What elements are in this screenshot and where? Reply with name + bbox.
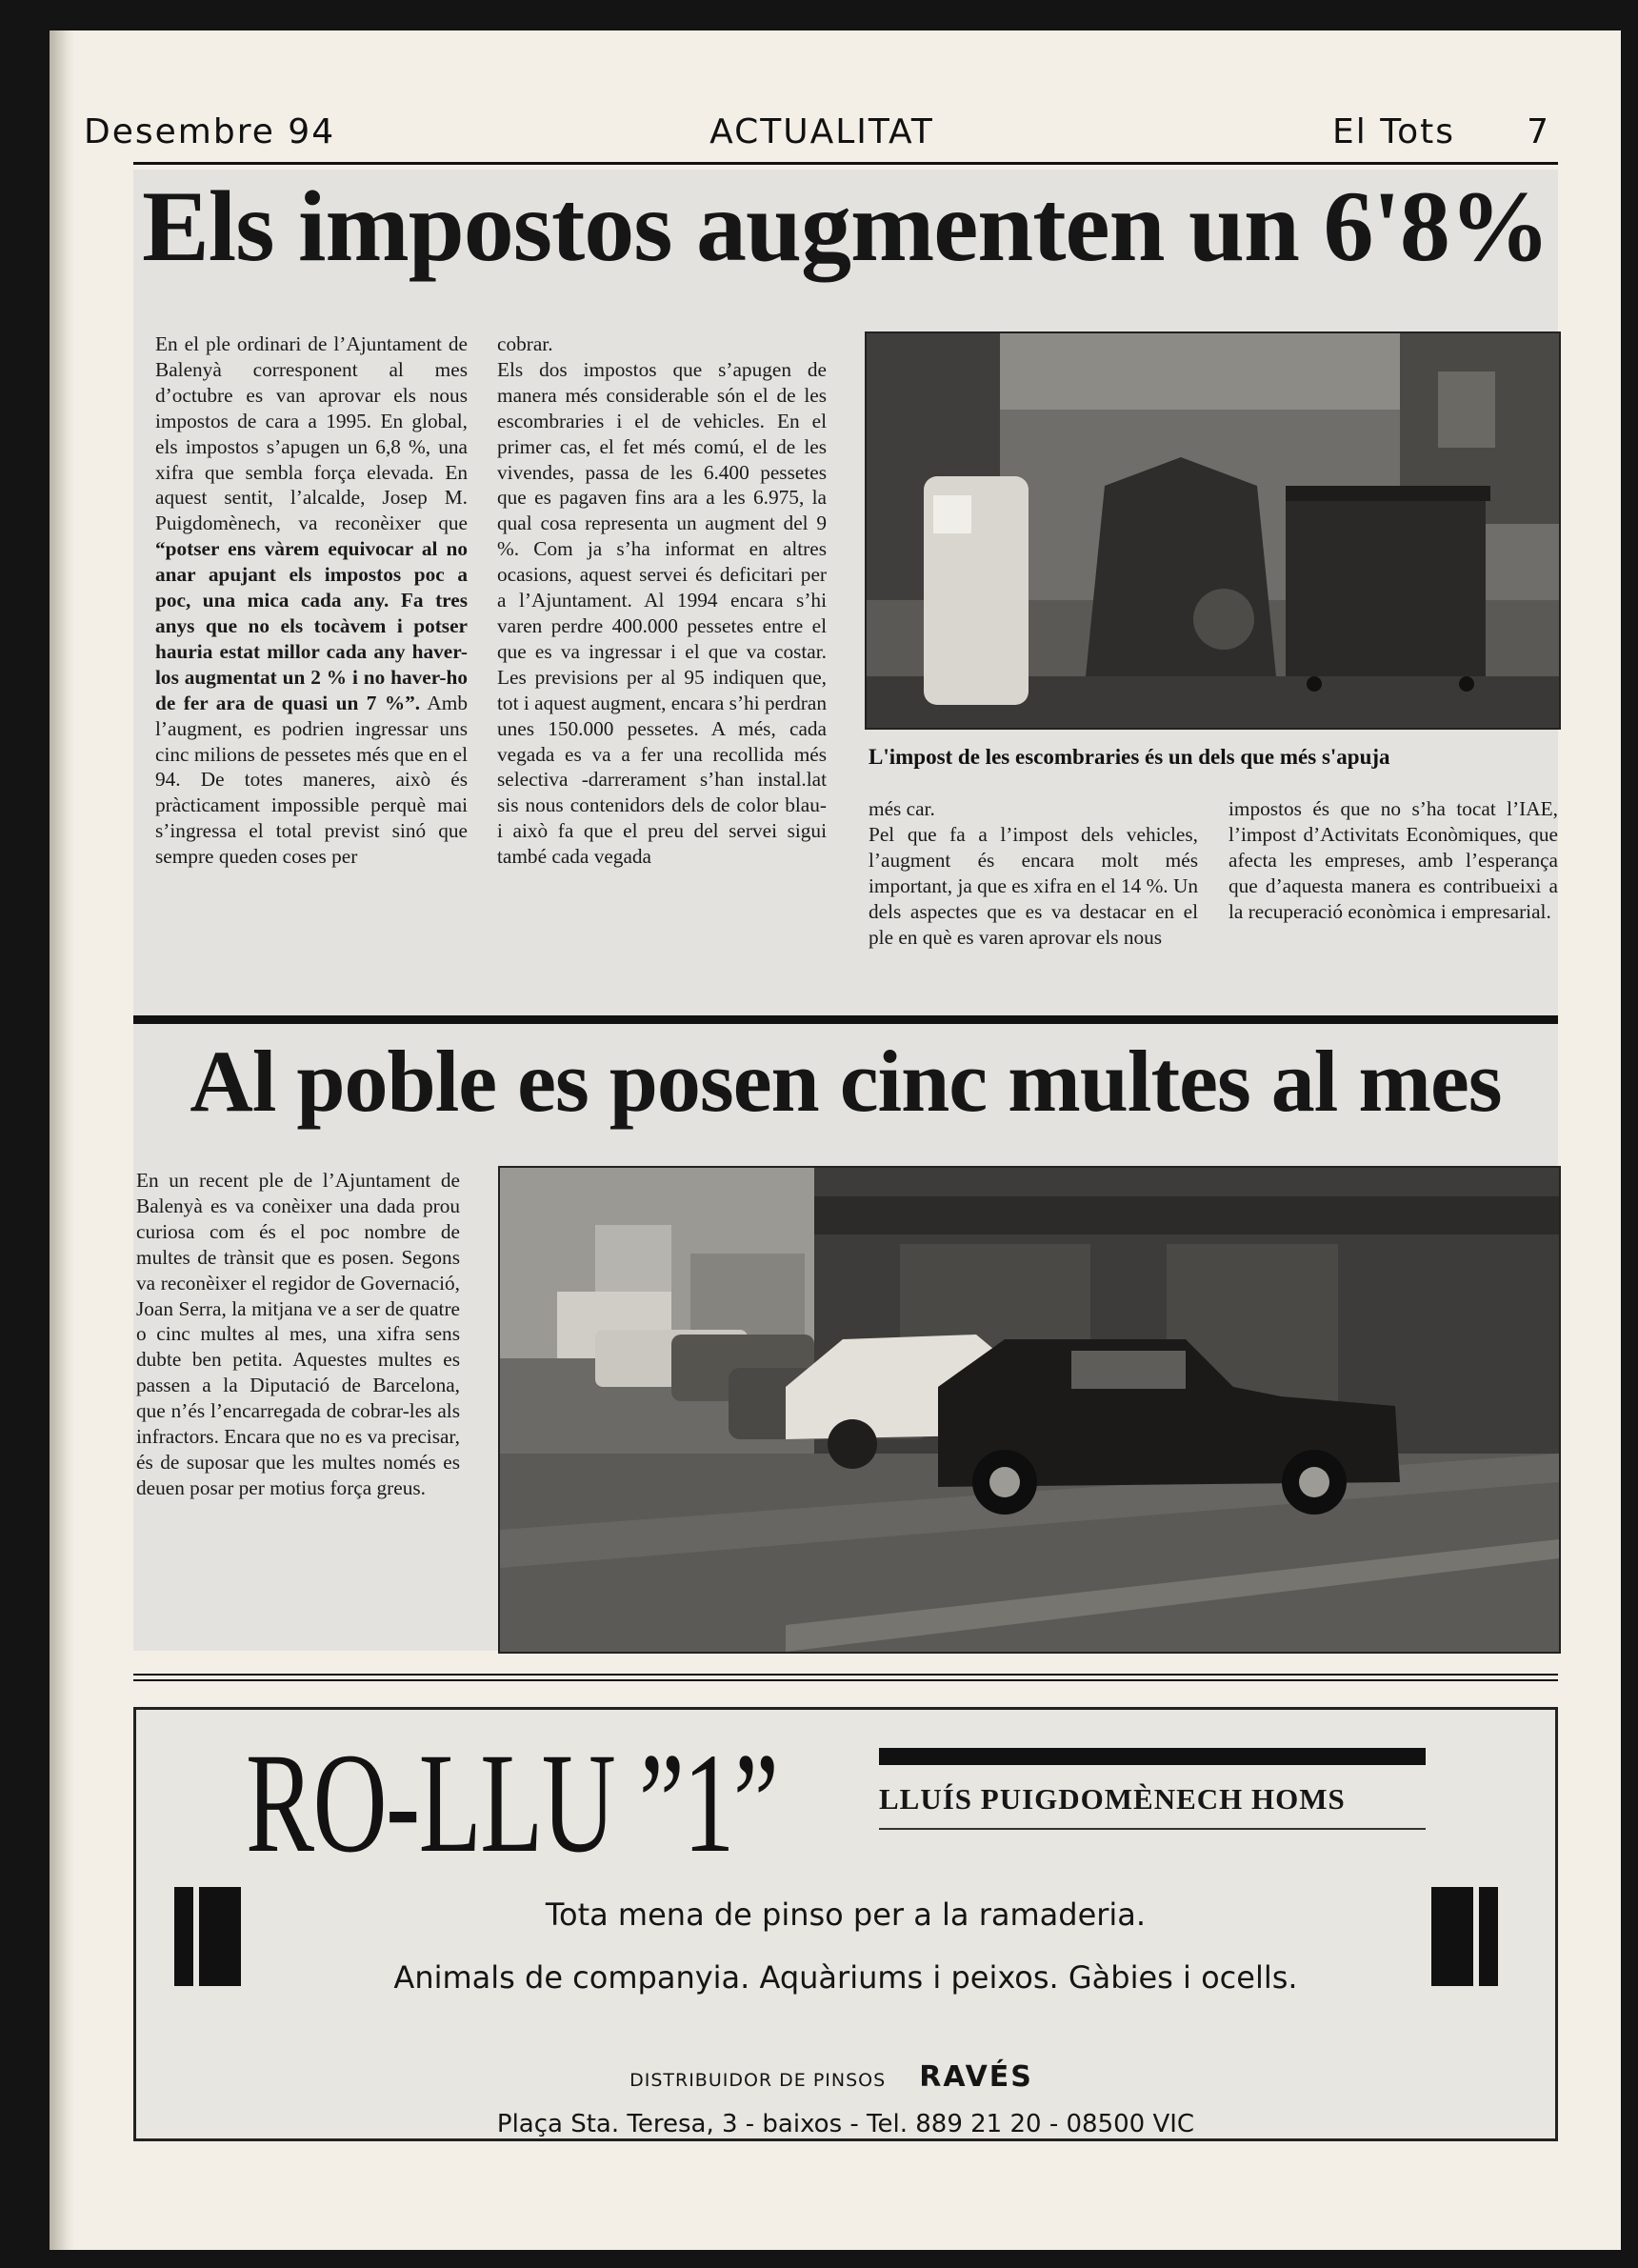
distributor-brand: RAVÉS	[919, 2060, 1033, 2094]
article2-column-1	[136, 1168, 460, 1625]
page-gutter-shadow	[50, 30, 74, 2250]
advert-owner-underline	[879, 1828, 1426, 1830]
running-head	[84, 82, 1560, 168]
advert-brand: RO-LLU ”1”	[246, 1724, 778, 1882]
article1-col3-paragraph-2: Pel que fa a l’impost dels vehicles, l’augment és encara molt més important, ja que es xifra en el 14 %. Un dels aspectes que es va destacar en el ple en què es varen aprovar els nous	[869, 822, 1198, 949]
header-rule	[133, 162, 1558, 165]
advert-address: Plaça Sta. Teresa, 3 - baixos - Tel. 889 21 20 - 08500 VIC	[496, 2110, 1195, 2138]
advert-line-2: Animals de companyia. Aquàriums i peixos. Gàbies i ocells.	[393, 1959, 1298, 1996]
article1-column-1	[155, 331, 468, 989]
article1-headline: Els impostos augmenten un 6'8%	[142, 171, 1549, 282]
article1-col1-paragraph-1: En el ple ordinari de l’Ajuntament de Balenyà corresponent al mes d’octubre es van aprovar els nous impostos de cara a 1995. En global, els impostos s’apugen un 6,8 %, una xifra que sembla força elevada. En aquest sentit, l’alcalde, Josep M. Puigdomènech, va reconèixer que	[155, 332, 468, 535]
article1-col4-paragraph-1: impostos és que no s’ha tocat l’IAE, l’impost d’Activitats Econòmiques, que afecta les empreses, amb l’esperança que d’aquesta manera es contribueixi a la recuperació econòmica i empresarial.	[1228, 797, 1558, 923]
distributor-label: DISTRIBUIDOR DE PINSOS	[629, 2070, 887, 2091]
publication-name: El Tots	[1332, 112, 1455, 151]
advert-top-rule-2	[133, 1679, 1558, 1681]
waste-containers-image	[867, 333, 1559, 728]
article1-column-3	[869, 796, 1198, 987]
article2-body: En un recent ple de l’Ajuntament de Balenyà es va conèixer una dada prou curiosa com és el poc nombre de multes de trànsit que es posen. Segons va reconèixer el regidor de Governació, Joan Serra, la mitjana ve a ser de quatre o cinc multes al mes, una xifra sens dubte ben petita. Aquestes multes es passen a la Diputació de Barcelona, que n’és l’encarregada de cobrar-les als infractors. Encara que no es va precisar, és de suposar que les multes només es deuen posar per motius força greus.	[136, 1169, 460, 1499]
parked-cars-image	[500, 1168, 1559, 1652]
issue-date: Desembre 94	[84, 112, 336, 151]
article1-col3-paragraph-1: més car.	[869, 797, 935, 820]
photo-caption: L'impost de les escombraries és un dels que més s'apuja	[869, 745, 1390, 769]
article2-headline: Al poble es posen cinc multes al mes	[190, 1033, 1502, 1130]
advert-line-1: Tota mena de pinso per a la ramaderia.	[545, 1897, 1147, 1933]
parked-cars-photo	[498, 1166, 1561, 1654]
article1-col1-paragraph-2: Amb l’augment, es podrien ingressar uns cinc milions de pessetes més que en el 94. De totes maneres, això és pràcticament impossible perquè mai s’ingressa el total previst sinó que sempre queden coses per	[155, 691, 468, 869]
page-number: 7	[1527, 112, 1550, 151]
article1-col2-paragraph-1: cobrar.	[497, 332, 553, 355]
article-divider-rule	[133, 1015, 1558, 1024]
article1-mayor-quote: “potser ens vàrem equivocar al no anar apujant els impostos poc a poc, una mica cada any. Fa tres anys que no els tocàvem i potser hauria estat millor cada any haver-los augmentat un 2 % i no haver-ho de fer ara de quasi un 7 %”.	[155, 537, 468, 714]
advert-owner: LLUÍS PUIGDOMÈNECH HOMS	[879, 1782, 1346, 1816]
section-title: ACTUALITAT	[709, 112, 934, 151]
advert-owner-bar	[879, 1748, 1426, 1765]
article1-col2-paragraph-2: Els dos impostos que s’apugen de manera més considerable són el de les escombraries i el de vehicles. En el primer cas, el fet més comú, el de les vivendes, passa de les 6.400 pessetes que es pagaven fins ara a les 6.975, la qual cosa representa un augment del 9 %. Com ja s’ha informat en altres ocasions, aquest servei és deficitari per a l’Ajuntament. Al 1994 encara s’hi varen perdre 400.000 pessetes entre el que es va ingressar i el que va costar. Les previsions per al 95 indiquen que, tot i aquest augment, encara s’hi perdran unes 150.000 pessetes. A més, cada vegada es va a fer una recollida més selectiva -darrerament s’han instal.lat sis nous contenidors dels de color blau- i això fa que el preu del servei sigui també cada vegada	[497, 357, 827, 869]
waste-containers-photo	[865, 331, 1561, 730]
article1-column-2	[497, 331, 827, 989]
ro-llu-advert	[133, 1707, 1558, 2141]
advert-distributor	[136, 2060, 1555, 2094]
advert-top-rule-1	[133, 1674, 1558, 1676]
article1-column-4	[1228, 796, 1558, 987]
